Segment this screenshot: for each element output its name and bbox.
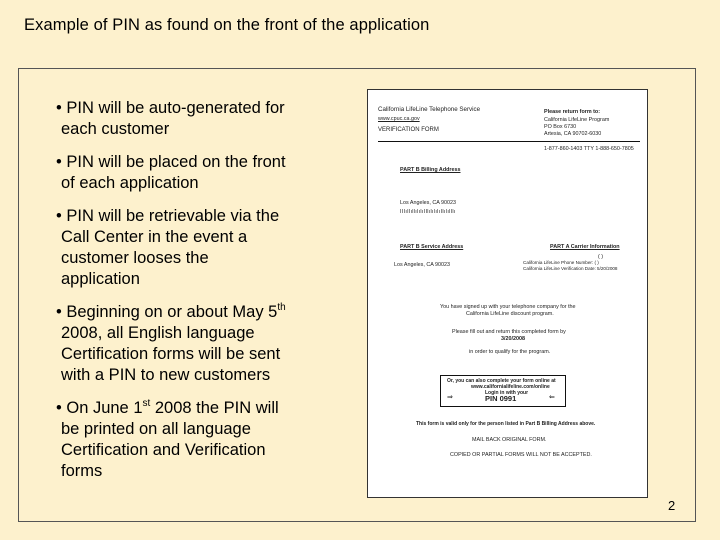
bullet-line: be printed on all language: [61, 420, 251, 438]
bullet-line: Certification and Verification: [61, 441, 266, 459]
bullet-line: 2008, all English language: [61, 324, 255, 342]
mail-back-text: MAIL BACK ORIGINAL FORM.: [472, 437, 547, 443]
bullet-item: [56, 152, 336, 194]
service-heading: PART B Service Address: [400, 244, 464, 250]
fill-date: 3/20/2008: [501, 336, 525, 342]
bullet-item: [56, 398, 336, 482]
bullet-line: Certification forms will be sent: [61, 345, 281, 363]
bullet-line: customer looses the: [61, 249, 209, 267]
pin-box: [440, 375, 566, 407]
verification-form-image: [367, 89, 648, 498]
bullet-text: • On June 1: [56, 399, 143, 417]
bullet-line: • PIN will be auto-generated for: [56, 99, 285, 117]
slide-title: Example of PIN as found on the front of the application: [24, 16, 430, 34]
bullet-line: • PIN will be placed on the front: [56, 153, 286, 171]
bullet-line: [56, 302, 336, 323]
valid-line: This form is valid only for the person listed in Part B Billing Address above.: [416, 421, 596, 427]
online-login: Login in with your: [485, 390, 529, 396]
arrow-left-icon: ⇐: [549, 394, 555, 401]
divider: [378, 141, 640, 142]
superscript: th: [277, 302, 286, 313]
page-number: 2: [668, 498, 676, 513]
bullet-line: Call Center in the event a: [61, 228, 248, 246]
bullet-text: 2008 the PIN will: [150, 399, 279, 417]
return-line: California LifeLine Program: [544, 117, 610, 123]
superscript: st: [142, 398, 151, 409]
bullet-line: [56, 398, 336, 419]
carrier-line: ( ): [598, 254, 604, 260]
arrow-right-icon: ⇒: [447, 394, 453, 401]
phone-line: 1-877-860-1403 TTY 1-888-650-7805: [544, 146, 634, 152]
bullet-text: • Beginning on or about May 5: [56, 303, 278, 321]
service-city: Los Angeles, CA 90023: [394, 262, 451, 268]
carrier-line: California LifeLine Phone Number: ( ): [523, 260, 599, 265]
carrier-line: California LifeLine Verification Date: 5/20/2008: [523, 266, 618, 271]
form-header-form-name: VERIFICATION FORM: [378, 127, 439, 133]
billing-heading: PART B Billing Address: [400, 167, 461, 173]
bullet-line: forms: [61, 462, 103, 480]
online-url: www.californialifeline.com/online: [471, 384, 550, 390]
signed-up-text: You have signed up with your telephone company for the: [440, 304, 576, 310]
return-line: PO Box 6730: [544, 124, 577, 130]
billing-city: Los Angeles, CA 90023: [400, 200, 457, 206]
bullet-line: application: [61, 270, 140, 288]
bullet-list: [56, 98, 336, 494]
online-text: Or, you can also complete your form online at: [447, 378, 556, 384]
barcode: IIIılIıllılılıIIlılılılıIIılılIlı: [400, 209, 456, 215]
bullet-line: each customer: [61, 120, 170, 138]
copies-text: COPIED OR PARTIAL FORMS WILL NOT BE ACCEPTED.: [450, 452, 592, 458]
bullet-line: • PIN will be retrievable via the: [56, 207, 280, 225]
return-line: Artesia, CA 90702-6030: [544, 131, 602, 137]
bullet-line: with a PIN to new customers: [61, 366, 271, 384]
form-header-url: www.cpuc.ca.gov: [378, 116, 420, 122]
bullet-line: of each application: [61, 174, 199, 192]
pin-label: PIN 0991: [485, 394, 517, 403]
qualify-text: in order to qualify for the program.: [469, 349, 551, 355]
signed-up-text: California LifeLine discount program.: [466, 311, 554, 317]
bullet-item: [56, 302, 336, 386]
form-header-title: California LifeLine Telephone Service: [378, 106, 481, 113]
fill-return-text: Please fill out and return this completed form by: [452, 329, 566, 335]
bullet-item: [56, 206, 336, 290]
bullet-item: [56, 98, 336, 140]
return-label: Please return form to:: [544, 109, 601, 115]
carrier-heading: PART A Carrier Information: [550, 244, 620, 250]
